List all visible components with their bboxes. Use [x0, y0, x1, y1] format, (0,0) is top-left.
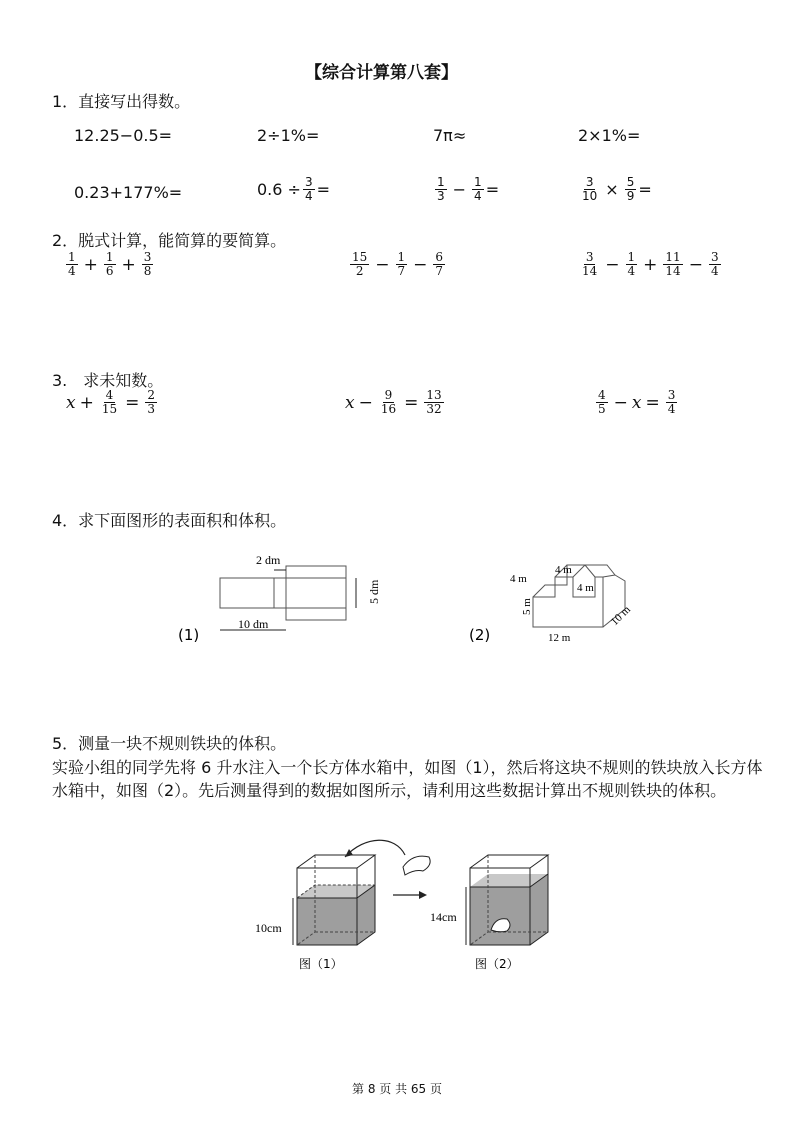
figure-4-2-label: (2)	[469, 626, 491, 644]
section-5-body: 实验小组的同学先将 6 升水注入一个长方体水箱中，如图（1），然后将这块不规则的铁块放入长方体水箱中，如图（2）。先后测量得到的数据如图所示，请利用这些数据计算出不规则铁块的体积。	[52, 758, 763, 800]
page-title: 【综合计算第八套】	[305, 63, 458, 83]
dim-10m: 10 m	[608, 603, 633, 628]
caption-fig-2: 图（2）	[475, 957, 519, 971]
s1-item-2: 2÷1%=	[257, 126, 320, 145]
s3-equation-1: x + $\frac{4}{15}$ = $\frac{2}{3}$	[66, 388, 156, 417]
s1-item-7: $\frac{1}{3}$ − $\frac{1}{4}$ =	[437, 175, 500, 204]
s1-item-5: 0.23+177%=	[74, 183, 183, 202]
height-10cm-label: 10cm	[255, 921, 282, 935]
section-5-heading: 5．测量一块不规则铁块的体积。	[52, 734, 287, 753]
s1-item-8: $\frac{3}{10}$ × $\frac{5}{9}$ =	[582, 175, 652, 204]
fraction: $\frac{1}{3}$	[437, 175, 445, 204]
dim-5dm-label: 5 dm	[367, 579, 381, 604]
section-2-heading: 2．脱式计算，能简算的要简算。	[52, 231, 287, 250]
figure-5-tanks	[245, 835, 565, 980]
dim-4m-c: 4 m	[577, 582, 594, 594]
fraction: $\frac{5}{9}$	[626, 175, 635, 204]
figure-4-2-solid	[455, 535, 655, 650]
height-14cm-label: 14cm	[430, 910, 457, 924]
figure-4-1-label: (1)	[178, 626, 200, 644]
dim-4m-a: 4 m	[510, 573, 527, 585]
s2-expr-2: $\frac{15}{2}$ − $\frac{1}{7}$ − $\frac{6}{7}$	[352, 250, 444, 279]
fraction: $\frac{3}{4}$	[304, 175, 313, 204]
tank-2	[466, 855, 548, 945]
caption-fig-1: 图（1）	[299, 957, 343, 971]
section-4-heading: 4．求下面图形的表面积和体积。	[52, 511, 287, 530]
dim-10dm-label: 10 dm	[238, 617, 269, 631]
dim-12m: 12 m	[548, 632, 571, 644]
fraction: $\frac{1}{4}$	[474, 175, 482, 204]
dim-5m: 5 m	[521, 598, 533, 615]
fraction: $\frac{3}{10}$	[582, 175, 598, 204]
dim-2dm-label: 2 dm	[256, 553, 281, 567]
s3-equation-3: $\frac{4}{5}$ − x = $\frac{3}{4}$	[598, 388, 676, 417]
s3-equation-2: x − $\frac{9}{16}$ = $\frac{13}{32}$	[345, 388, 442, 417]
s2-expr-1: $\frac{1}{4}$ + $\frac{1}{6}$ + $\frac{3}{8}$	[68, 250, 152, 279]
tank-1	[293, 855, 375, 945]
s1-item-6: 0.6 ÷ $\frac{3}{4}$ =	[257, 175, 330, 204]
s1-item-3: 7π≈	[433, 126, 467, 145]
section-1-heading: 1．直接写出得数。	[52, 92, 191, 111]
figure-4-1-net	[160, 550, 400, 655]
section-3-heading: 3. 求未知数。	[52, 371, 164, 390]
s2-expr-3: $\frac{3}{14}$ − $\frac{1}{4}$ + $\frac{11}{14}$ − $\frac{3}{4}$	[582, 250, 719, 279]
page-footer: 第 8 页 共 65 页	[352, 1082, 442, 1096]
s1-item-6-lead: 0.6 ÷	[257, 180, 301, 200]
dim-4m-b: 4 m	[555, 564, 572, 576]
s1-item-4: 2×1%=	[578, 126, 641, 145]
s1-item-1: 12.25−0.5=	[74, 126, 173, 145]
